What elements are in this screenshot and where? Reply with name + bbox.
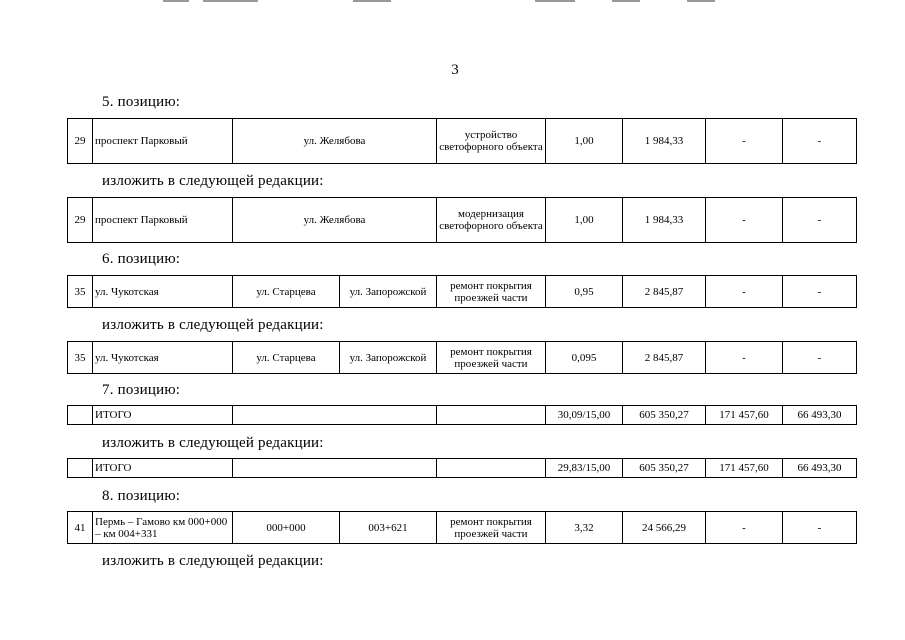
- road-name: Пермь – Гамово км 000+000 – км 004+331: [93, 512, 233, 544]
- segment-from: ул. Старцева: [233, 276, 340, 308]
- section-heading: изложить в следующей редакции:: [102, 553, 324, 569]
- work-type: ремонт покрытия проезжей части: [437, 342, 546, 374]
- row-number: [68, 459, 93, 478]
- work-type: [437, 459, 546, 478]
- road-segment: [233, 406, 437, 425]
- value-col-2: -: [783, 119, 857, 164]
- cost-value: 24 566,29: [623, 512, 706, 544]
- value-col-2: -: [783, 276, 857, 308]
- work-type: ремонт покрытия проезжей части: [437, 276, 546, 308]
- row-number: 29: [68, 198, 93, 243]
- segment-to: ул. Запорожской: [340, 276, 437, 308]
- road-segment: ул. Желябова: [233, 119, 437, 164]
- value-col-1: -: [706, 119, 783, 164]
- total-label: ИТОГО: [93, 459, 233, 478]
- value-col-1: 171 457,60: [706, 459, 783, 478]
- length-value: 0,095: [546, 342, 623, 374]
- table-row: [67, 405, 857, 425]
- value-col-2: -: [783, 342, 857, 374]
- work-type: устройство светофорного объекта: [437, 119, 546, 164]
- table-row: [67, 511, 857, 544]
- row-number: 41: [68, 512, 93, 544]
- value-col-2: 66 493,30: [783, 459, 857, 478]
- value-col-2: 66 493,30: [783, 406, 857, 425]
- section-heading: 6. позицию:: [102, 251, 181, 267]
- segment-to: ул. Запорожской: [340, 342, 437, 374]
- cost-value: 605 350,27: [623, 406, 706, 425]
- cost-value: 2 845,87: [623, 342, 706, 374]
- length-value: 30,09/15,00: [546, 406, 623, 425]
- table-row: [67, 118, 857, 164]
- segment-to: 003+621: [340, 512, 437, 544]
- road-name: ул. Чукотская: [93, 342, 233, 374]
- cost-value: 1 984,33: [623, 119, 706, 164]
- work-type: [437, 406, 546, 425]
- segment-from: 000+000: [233, 512, 340, 544]
- road-name: проспект Парковый: [93, 198, 233, 243]
- page-number: 3: [451, 62, 459, 78]
- value-col-1: -: [706, 512, 783, 544]
- value-col-2: -: [783, 512, 857, 544]
- section-heading: изложить в следующей редакции:: [102, 173, 324, 189]
- road-segment: [233, 459, 437, 478]
- table-row: [67, 197, 857, 243]
- section-heading: 8. позицию:: [102, 488, 181, 504]
- row-number: 35: [68, 342, 93, 374]
- work-type: ремонт покрытия проезжей части: [437, 512, 546, 544]
- row-number: [68, 406, 93, 425]
- value-col-1: -: [706, 276, 783, 308]
- road-segment: ул. Желябова: [233, 198, 437, 243]
- total-label: ИТОГО: [93, 406, 233, 425]
- row-number: 29: [68, 119, 93, 164]
- road-name: проспект Парковый: [93, 119, 233, 164]
- table-row: [67, 458, 857, 478]
- section-heading: изложить в следующей редакции:: [102, 317, 324, 333]
- value-col-2: -: [783, 198, 857, 243]
- cost-value: 605 350,27: [623, 459, 706, 478]
- value-col-1: -: [706, 198, 783, 243]
- length-value: 1,00: [546, 198, 623, 243]
- length-value: 3,32: [546, 512, 623, 544]
- segment-from: ул. Старцева: [233, 342, 340, 374]
- table-row: [67, 275, 857, 308]
- section-heading: 7. позицию:: [102, 382, 181, 398]
- value-col-1: 171 457,60: [706, 406, 783, 425]
- length-value: 0,95: [546, 276, 623, 308]
- section-heading: изложить в следующей редакции:: [102, 435, 324, 451]
- value-col-1: -: [706, 342, 783, 374]
- work-type: модернизация светофорного объекта: [437, 198, 546, 243]
- length-value: 1,00: [546, 119, 623, 164]
- section-heading: 5. позицию:: [102, 94, 181, 110]
- row-number: 35: [68, 276, 93, 308]
- cost-value: 2 845,87: [623, 276, 706, 308]
- table-row: [67, 341, 857, 374]
- scan-edge-marks: [0, 0, 905, 3]
- road-name: ул. Чукотская: [93, 276, 233, 308]
- length-value: 29,83/15,00: [546, 459, 623, 478]
- cost-value: 1 984,33: [623, 198, 706, 243]
